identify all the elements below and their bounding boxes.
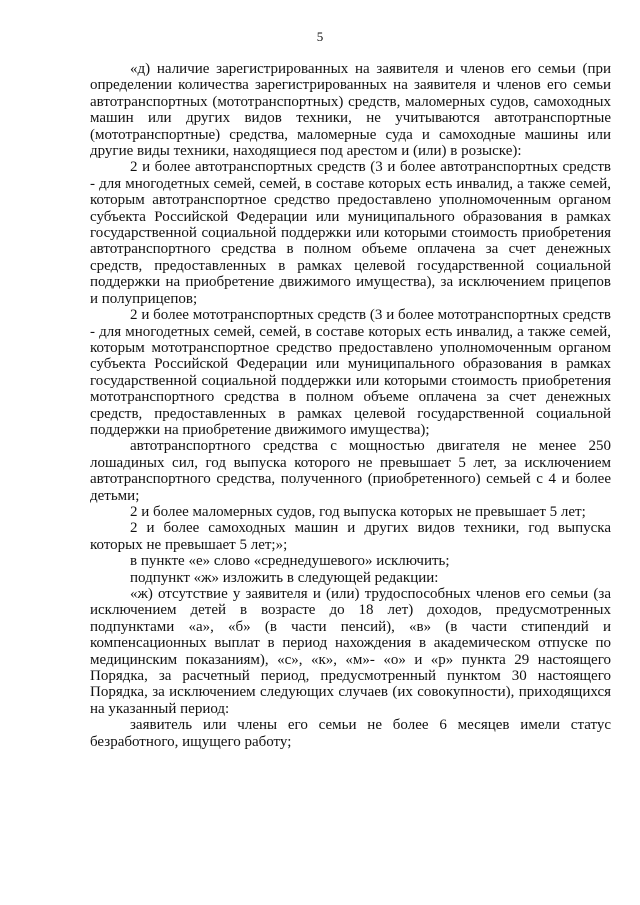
paragraph-self-propelled-machines: 2 и более самоходных машин и других видов техники, год выпуска которых не превышает 5 лет;»;	[90, 520, 611, 553]
paragraph-item-zh-intro: подпункт «ж» изложить в следующей редакции:	[130, 569, 439, 586]
paragraph-subitem-zh: «ж) отсутствие у заявителя и (или) трудоспособных членов его семьи (за исключением детей в возрасте до 18 лет) доходов, предусмотренных подпунктами «а», «б» (в части пенсий), «в» (в части стипендий и компенсационных выплат в период нахождения в академическом отпуске по медицинским показаниям), «с», «к», «м»- «о» и «р» пункта 29 настоящего Порядка, за расчетный период, предусмотренный пунктом 30 настоящего Порядка, за исключением следующих случаев (их совокупности), приходящихся на указанный период:	[90, 586, 611, 717]
paragraph-small-vessels: 2 и более маломерных судов, год выпуска которых не превышает 5 лет;	[130, 503, 586, 520]
paragraph-unemployed-status: заявитель или члены его семьи не более 6 месяцев имели статус безработного, ищущего работу;	[90, 717, 611, 750]
document-body	[90, 61, 611, 750]
paragraph-moto-vehicles: 2 и более мототранспортных средств (3 и более мототранспортных средств - для многодетных семей, семей, в составе которых есть инвалид, а также семей, которым мототранспортное средство предоставлено уполномоченным органом субъекта Российской Федерации или муниципального образования в рамках государственной социальной поддержки или которыми стоимость приобретения мототранспортного средства в полном объеме оплачена за счет денежных средств, предоставленных в рамках целевой государственной социальной поддержки на приобретение движимого имущества);	[90, 307, 611, 438]
paragraph-auto-vehicles: 2 и более автотранспортных средств (3 и более автотранспортных средств - для многодетных семей, семей, в составе которых есть инвалид, а также семей, которым автотранспортное средство предоставлено уполномоченным органом субъекта Российской Федерации или муниципального образования в рамках государственной социальной поддержки или которыми стоимость приобретения автотранспортного средства в полном объеме оплачена за счет денежных средств, предоставленных в рамках целевой государственной социальной поддержки на приобретение движимого имущества), за исключением прицепов и полуприцепов;	[90, 159, 611, 307]
paragraph-item-e-amendment: в пункте «е» слово «среднедушевого» исключить;	[130, 553, 450, 570]
page-number: 5	[316, 29, 324, 44]
paragraph-engine-power: автотранспортного средства с мощностью двигателя не менее 250 лошадиных сил, год выпуска которого не превышает 5 лет, за исключением автотранспортного средства, полученного (приобретенного) семьей с 4 и более детьми;	[90, 438, 611, 504]
paragraph-subitem-d: «д) наличие зарегистрированных на заявителя и членов его семьи (при определении количества зарегистрированных на заявителя и членов его семьи автотранспортных (мототранспортных) средств, маломерных судов, самоходных машин или других видов техники, не учитываются автотранспортные (мототранспортные) средства, маломерные суда и самоходные машины или другие виды техники, находящиеся под арестом и (или) в розыске):	[90, 61, 611, 160]
